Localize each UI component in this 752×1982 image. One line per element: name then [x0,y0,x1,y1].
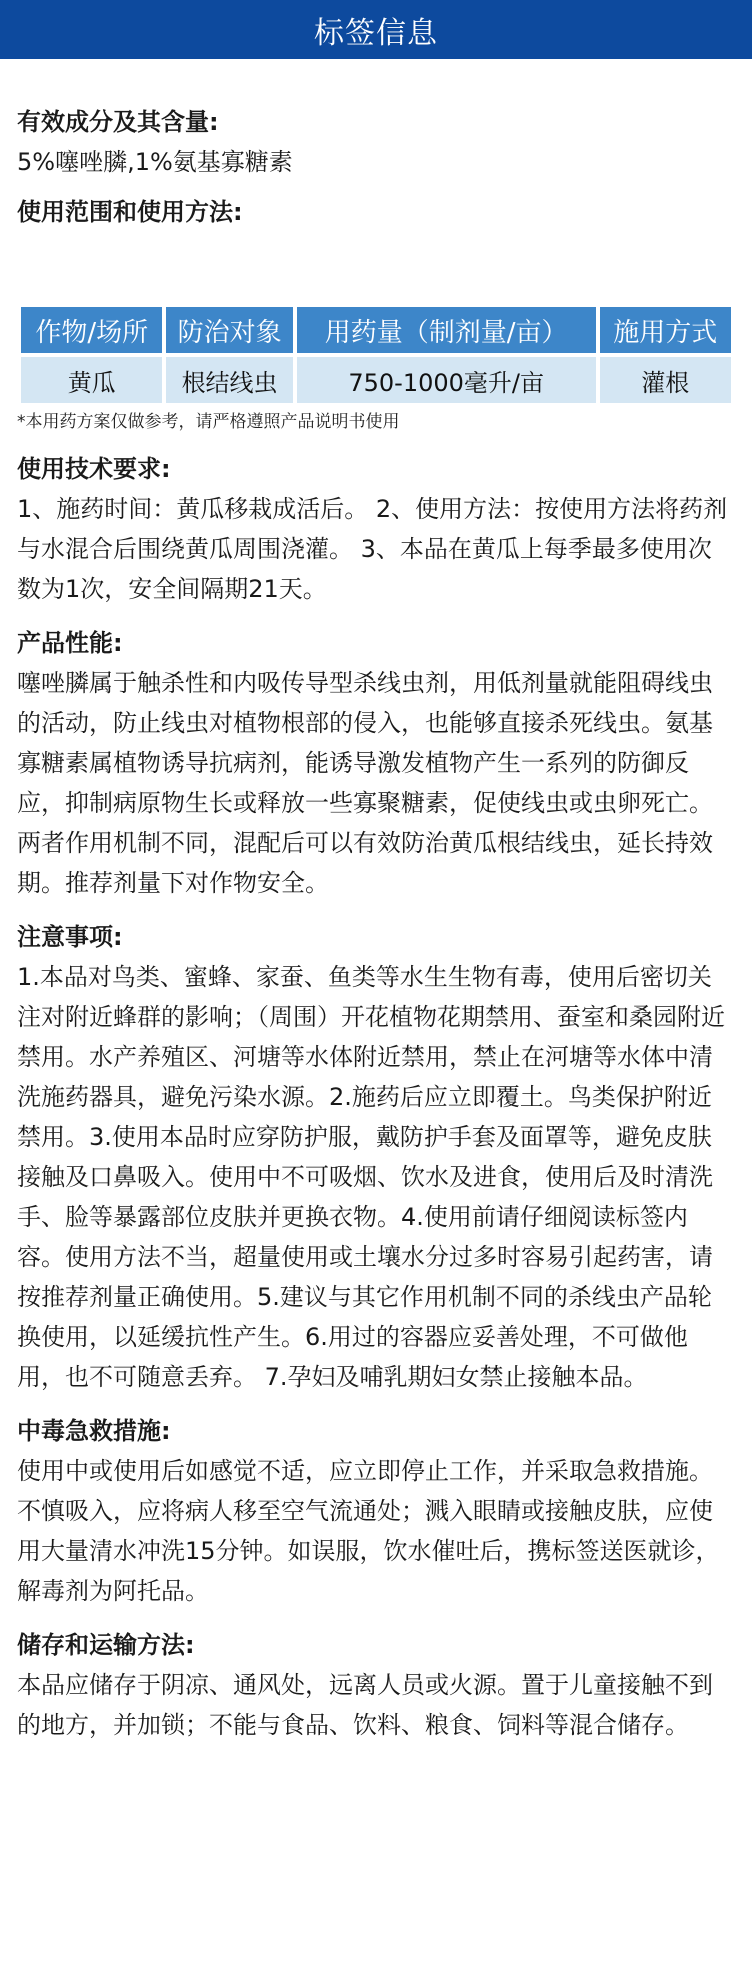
column-header-target: 防治对象 [166,307,292,353]
ingredient-value: 5%噻唑膦,1%氨基寡糖素 [17,148,293,176]
usage-table [17,303,735,407]
storage-text: 本品应储存于阴凉、通风处，远离人员或火源。置于儿童接触不到的地方，并加锁；不能与食品、饮料、粮食、饲料等混合储存。 [17,1671,713,1739]
label-content [0,102,752,1745]
table-row [21,357,731,403]
column-header-method: 施用方式 [600,307,731,353]
page-header [0,0,752,59]
precautions-text: 1.本品对鸟类、蜜蜂、家蚕、鱼类等水生生物有毒，使用后密切关注对附近蜂群的影响；（周围）开花植物花期禁用、蚕室和桑园附近禁用。水产养殖区、河塘等水体附近禁用，禁止在河塘等水体中清洗施药器具，避免污染水源。2.施药后应立即覆土。鸟类保护附近禁用。3.使用本品时应穿防护服，戴防护手套及面罩等，避免皮肤接触及口鼻吸入。使用中不可吸烟、饮水及进食，使用后及时清洗手、脸等暴露部位皮肤并更换衣物。4.使用前请仔细阅读标签内容。使用方法不当，超量使用或土壤水分过多时容易引起药害，请按推荐剂量正确使用。5.建议与其它作用机制不同的杀线虫产品轮换使用，以延缓抗性产生。6.用过的容器应妥善处理，不可做他用，也不可随意丢弃。 7.孕妇及哺乳期妇女禁止接触本品。 [17,963,725,1391]
cell-target: 根结线虫 [166,357,292,403]
cell-method: 灌根 [600,357,731,403]
column-header-dosage: 用药量（制剂量/亩） [297,307,596,353]
usage-table-header-row [21,307,731,353]
technique-title: 使用技术要求: [17,455,171,483]
technique-text: 1、施药时间：黄瓜移栽成活后。 2、使用方法：按使用方法将药剂与水混合后围绕黄瓜周围浇灌。 3、本品在黄瓜上每季最多使用次数为1次，安全间隔期21天。 [17,495,728,603]
ingredient-title: 有效成分及其含量: [17,108,219,136]
usage-title: 使用范围和使用方法: [17,198,243,226]
usage-note: *本用药方案仅做参考，请严格遵照产品说明书使用 [17,412,400,432]
storage-title: 储存和运输方法: [17,1631,195,1659]
cell-crop: 黄瓜 [21,357,162,403]
cell-dosage: 750-1000毫升/亩 [297,357,596,403]
performance-text: 噻唑膦属于触杀性和内吸传导型杀线虫剂，用低剂量就能阻碍线虫的活动，防止线虫对植物根部的侵入，也能够直接杀死线虫。氨基寡糖素属植物诱导抗病剂，能诱导激发植物产生一系列的防御反应，抑制病原物生长或释放一些寡聚糖素，促使线虫或虫卵死亡。两者作用机制不同，混配后可以有效防治黄瓜根结线虫，延长持效期。推荐剂量下对作物安全。 [17,669,713,897]
firstaid-text: 使用中或使用后如感觉不适，应立即停止工作，并采取急救措施。不慎吸入，应将病人移至空气流通处；溅入眼睛或接触皮肤，应使用大量清水冲洗15分钟。如误服，饮水催吐后，携标签送医就诊，解毒剂为阿托品。 [17,1457,720,1605]
precautions-title: 注意事项: [17,923,123,951]
firstaid-title: 中毒急救措施: [17,1417,171,1445]
performance-title: 产品性能: [17,629,123,657]
column-header-crop: 作物/场所 [21,307,162,353]
page-title: 标签信息 [314,15,438,51]
